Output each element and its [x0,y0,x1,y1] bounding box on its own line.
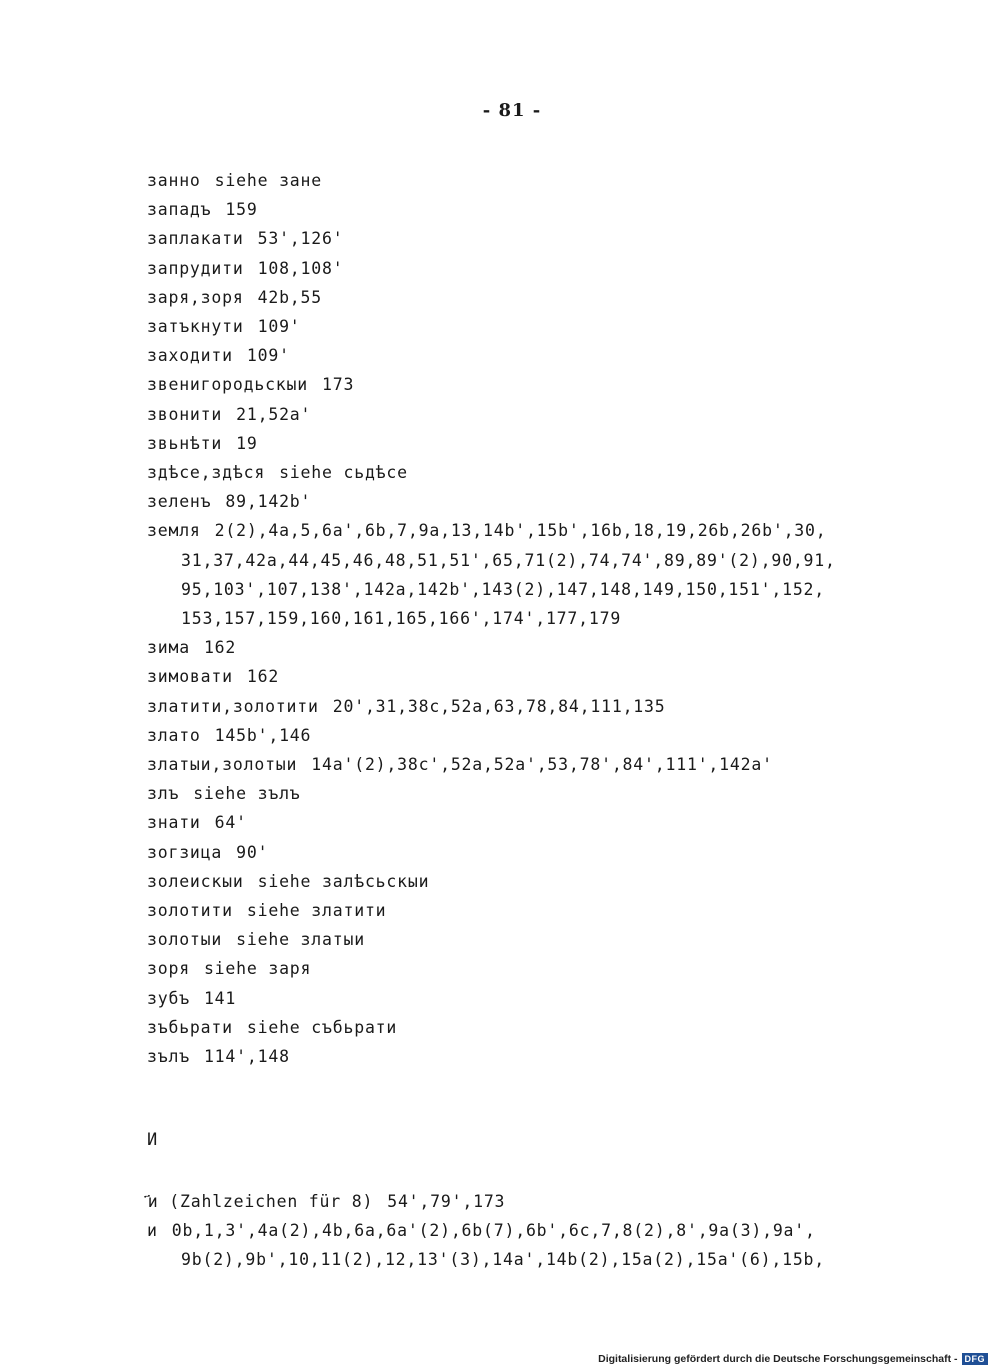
index-entry [147,662,927,691]
entry-references: 173 [322,375,355,395]
index-entry [147,779,927,808]
entry-headword: затъкнути [147,317,244,337]
index-entry [147,984,927,1013]
entry-headword: заходити [147,346,233,366]
entry-references: 14a'(2),38c',52a,52a',53,78',84',111',142a' [311,755,773,775]
index-entries [147,166,927,1071]
entry-references: siehe залѣсьскыи [257,871,430,891]
index-entry [147,721,927,750]
index-entry [147,458,927,487]
entry-headword: зъбьрати [147,1017,233,1037]
entry-headword: злато [147,725,201,745]
index-entry [147,195,927,224]
entry-headword: звенигородьскыи [147,375,309,395]
entry-references: 114',148 [203,1047,290,1067]
entry-references: 159 [225,200,258,220]
index-entry [147,1187,927,1216]
entry-headword: зоря [147,959,190,979]
entry-references: siehe зълъ [193,784,301,804]
footer-text: Digitalisierung gefördert durch die Deutsche Forschungsgemeinschaft - [598,1353,958,1365]
entry-references: 2(2),4a,5,6a',6b,7,9a,13,14b',15b',16b,18,19,26b,26b',30, [214,521,827,541]
entry-references: 162 [203,638,237,658]
entry-headword: зеленъ [147,492,212,512]
entry-references: siehe златити [246,901,387,921]
entry-headword: и [147,1221,158,1241]
entry-headword: здѣсе,здѣся [147,463,266,483]
index-entry [147,692,927,721]
entry-headword: запрудити [147,258,244,278]
index-entry [147,925,927,954]
entry-references: siehe заря [203,959,312,979]
index-entries-section-i [147,1187,927,1275]
entry-headword: заплакати [147,229,244,249]
entry-references: siehe сьдѣсе [279,463,408,483]
index-entry [147,1042,927,1071]
index-entry [147,808,927,837]
section-letter: И [147,1130,158,1150]
entry-references: 64' [214,813,247,833]
entry-headword: зубъ [147,988,190,1008]
index-entry [147,838,927,867]
entry-references: 109' [257,317,301,337]
entry-headword: занно [147,171,201,190]
entry-headword: злъ [147,784,180,804]
entry-references: 31,37,42a,44,45,46,48,51,51',65,71(2),74,74',89,89'(2),90,91, [181,550,836,570]
entry-references: siehe зане [214,171,323,190]
index-entry [147,370,927,399]
entry-references: siehe събьрати [246,1017,398,1037]
index-entry [147,896,927,925]
entry-references: 0b,1,3',4a(2),4b,6a,6a'(2),6b(7),6b',6c,7,8(2),8',9a(3),9a', [171,1221,816,1241]
index-entry [147,750,927,779]
entry-headword: зогзица [147,842,223,862]
entry-references: 141 [203,988,237,1008]
index-entry [147,954,927,983]
entry-headword: златыи,золотыи [147,755,298,775]
entry-headword: заря,зоря [147,287,244,307]
entry-references: 19 [236,433,258,453]
entry-references: 53',126' [257,229,344,249]
index-entry [147,312,927,341]
entry-references: 162 [246,667,280,687]
entry-headword: западъ [147,200,212,220]
entry-headword: знати [147,813,201,833]
page-number: - 81 - [482,100,542,121]
footer [598,1353,988,1365]
index-entry [147,1216,927,1274]
entry-headword: земля [147,521,201,541]
entry-headword: звьнѣти [147,433,223,453]
entry-references: 9b(2),9b',10,11(2),12,13'(3),14a',14b(2),15a(2),15a'(6),15b, [181,1250,826,1270]
index-entry [147,166,927,195]
index-entry [147,633,927,662]
index-entry [147,487,927,516]
entry-references: 109' [246,346,290,366]
entry-headword: золеискыи [147,871,244,891]
entry-references: 145b',146 [214,725,312,745]
index-entry [147,516,927,633]
entry-headword: зимовати [147,667,233,687]
index-entry [147,400,927,429]
entry-references: 95,103',107,138',142a,142b',143(2),147,148,149,150,151',152, [181,579,826,599]
entry-headword: ҃и (Zahlzeichen für 8) [147,1192,374,1211]
entry-references: 21,52a' [236,404,312,424]
entry-headword: золотити [147,901,233,921]
entry-references: 153,157,159,160,161,165,166',174',177,179 [181,609,622,629]
index-entry [147,254,927,283]
index-entry [147,1013,927,1042]
entry-references: 54',79',173 [387,1192,506,1211]
index-entry [147,283,927,312]
index-entry [147,224,927,253]
dfg-logo: DFG [962,1353,989,1365]
entry-headword: зълъ [147,1047,190,1067]
entry-headword: звонити [147,404,223,424]
entry-headword: златити,золотити [147,696,319,716]
entry-references: 108,108' [257,258,344,278]
entry-references: 42b,55 [257,287,323,307]
entry-headword: зима [147,638,190,658]
index-entry [147,429,927,458]
entry-headword: золотыи [147,930,223,950]
entry-references: 90' [236,842,269,862]
entry-references: siehe златыи [236,930,365,950]
entry-references: 20',31,38c,52a,63,78,84,111,135 [332,696,666,716]
index-entry [147,341,927,370]
index-entry [147,867,927,896]
entry-references: 89,142b' [225,492,312,512]
